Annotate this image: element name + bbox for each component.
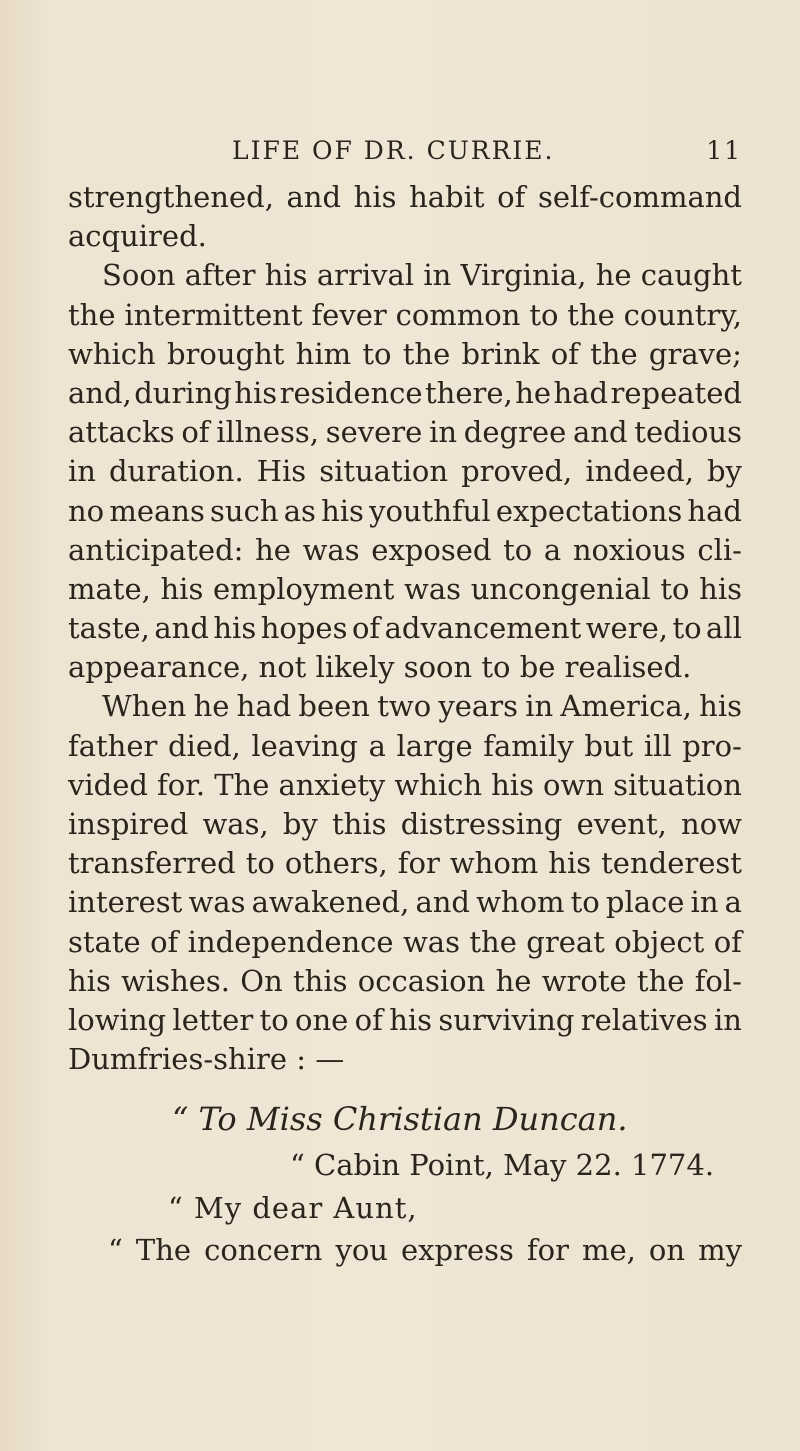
word: country, xyxy=(623,297,742,332)
word: Virginia, xyxy=(460,258,587,293)
word: to xyxy=(245,846,275,881)
word: arrival xyxy=(316,258,415,293)
word: residence xyxy=(279,375,423,410)
word: habit xyxy=(409,180,485,214)
word: years xyxy=(438,689,518,724)
word: this xyxy=(293,963,348,998)
word: severe xyxy=(325,415,423,450)
word: Soon xyxy=(102,258,176,293)
word: On xyxy=(240,963,283,998)
text-line xyxy=(68,962,742,1001)
word: independence xyxy=(187,924,394,959)
word: his xyxy=(68,963,111,998)
word: by xyxy=(706,454,742,489)
text-line xyxy=(68,648,742,687)
word: to xyxy=(529,297,559,332)
word: illness, xyxy=(216,415,319,450)
text-line xyxy=(68,570,742,609)
text-line xyxy=(68,1001,742,1040)
word: one xyxy=(295,1002,349,1037)
word: you xyxy=(335,1233,388,1267)
word: and xyxy=(415,885,470,920)
word: caught xyxy=(640,258,742,293)
word: his xyxy=(264,258,308,293)
word: repeated xyxy=(610,375,742,410)
word: awakened, xyxy=(251,885,410,920)
word: a xyxy=(724,885,742,920)
word: me, xyxy=(582,1233,636,1267)
word: after xyxy=(184,258,256,293)
word: his xyxy=(699,571,742,606)
word: to xyxy=(503,532,533,567)
text-line xyxy=(68,883,742,922)
word: he xyxy=(515,375,552,410)
text-line xyxy=(68,727,742,766)
word: was, xyxy=(202,807,269,841)
word: had xyxy=(236,689,292,724)
word: leaving xyxy=(251,728,359,763)
word: in xyxy=(714,1002,742,1037)
word: cli- xyxy=(697,532,742,567)
word: the xyxy=(68,297,116,332)
word: and, xyxy=(68,375,132,410)
word: which xyxy=(68,336,156,371)
word: The xyxy=(214,767,270,802)
word: during xyxy=(134,375,232,410)
word: he xyxy=(595,258,632,293)
word: others, xyxy=(284,846,388,881)
letter-salutation: “ My dear Aunt, xyxy=(168,1191,418,1225)
word: his xyxy=(548,846,592,881)
word: degree xyxy=(463,415,567,450)
word: concern xyxy=(204,1233,323,1267)
word: mate, xyxy=(68,571,151,606)
word: family xyxy=(483,728,574,763)
word: for xyxy=(526,1233,569,1267)
word: proved, xyxy=(461,454,573,489)
word: exposed xyxy=(371,532,492,567)
word: the xyxy=(567,297,615,332)
word: whom xyxy=(449,846,539,881)
word: of xyxy=(354,1002,383,1037)
word: place xyxy=(605,885,685,920)
text-line xyxy=(68,374,742,413)
word: brought xyxy=(166,336,285,371)
text-line xyxy=(68,531,742,570)
word: such xyxy=(210,493,279,528)
word: to xyxy=(570,885,600,920)
word: inspired xyxy=(68,807,189,841)
running-head-title: LIFE OF DR. CURRIE. xyxy=(232,136,555,165)
word: to xyxy=(660,571,690,606)
word: in xyxy=(525,689,554,724)
word: and xyxy=(573,415,628,450)
letter-addressee: “ To Miss Christian Duncan. xyxy=(172,1100,628,1138)
word: youthful xyxy=(369,493,491,528)
word: transferred xyxy=(68,846,236,881)
word: his xyxy=(321,493,364,528)
word: interest xyxy=(68,885,183,920)
word: of xyxy=(713,924,742,959)
word: When xyxy=(102,689,187,724)
body-text xyxy=(68,178,742,1079)
word: common xyxy=(395,297,521,332)
word: his xyxy=(353,180,397,214)
word: the xyxy=(402,336,451,371)
word: in xyxy=(690,885,719,920)
letter-dateline: “ Cabin Point, May 22. 1774. xyxy=(290,1148,715,1182)
word: tedious xyxy=(634,415,742,450)
word: as xyxy=(283,493,316,528)
letter-opening-line xyxy=(68,1229,742,1271)
word: distressing xyxy=(400,807,563,841)
word: my xyxy=(698,1233,742,1267)
word: his xyxy=(389,1002,433,1037)
word: of xyxy=(550,336,579,371)
word: for. xyxy=(157,767,206,802)
word: employment xyxy=(213,571,395,606)
word: attacks xyxy=(68,415,175,450)
word: taste, xyxy=(68,611,150,646)
word: in xyxy=(423,258,452,293)
page-number: 11 xyxy=(706,136,742,165)
word: great xyxy=(526,924,605,959)
word: his xyxy=(160,571,204,606)
word: his xyxy=(699,689,742,724)
word: he xyxy=(255,532,291,567)
word: his xyxy=(234,375,278,410)
word: relatives xyxy=(580,1002,708,1037)
word: of xyxy=(351,611,381,646)
word: this xyxy=(332,807,387,841)
word: father xyxy=(68,728,158,763)
word: ill xyxy=(643,728,672,763)
word: fol- xyxy=(694,963,742,998)
word: to xyxy=(259,1002,289,1037)
word: grave; xyxy=(648,336,742,371)
word: him xyxy=(295,336,352,371)
word: a xyxy=(368,728,386,763)
word: means xyxy=(109,493,205,528)
word: had xyxy=(687,493,742,528)
text-line xyxy=(68,335,742,374)
word: was xyxy=(188,885,246,920)
word: situation xyxy=(613,767,742,802)
word: pro- xyxy=(682,728,742,763)
word: express xyxy=(401,1233,514,1267)
word: he xyxy=(495,963,532,998)
text-line xyxy=(68,452,742,491)
word: been xyxy=(298,689,370,724)
word: now xyxy=(681,807,742,841)
text-line xyxy=(68,805,742,844)
word: by xyxy=(282,807,318,841)
word: died, xyxy=(167,728,241,763)
word: he xyxy=(193,689,230,724)
word: His xyxy=(256,454,307,489)
word: on xyxy=(648,1233,686,1267)
text-line xyxy=(68,256,742,295)
word: were, xyxy=(585,611,668,646)
word: his xyxy=(491,767,534,802)
text-line xyxy=(68,1040,742,1079)
word: uncongenial xyxy=(470,571,651,606)
word: indeed, xyxy=(585,454,694,489)
text-line xyxy=(68,492,742,531)
word: lowing xyxy=(68,1002,167,1037)
word: noxious xyxy=(572,532,686,567)
word: duration. xyxy=(108,454,244,489)
word: surviving xyxy=(438,1002,575,1037)
text-line xyxy=(68,217,742,256)
word: vided xyxy=(68,767,148,802)
word: anxiety xyxy=(278,767,386,802)
word: of xyxy=(150,924,179,959)
word: situation xyxy=(319,454,449,489)
word: The xyxy=(135,1233,192,1267)
word: two xyxy=(377,689,432,724)
word: in xyxy=(429,415,458,450)
word: and xyxy=(286,180,342,214)
word: of xyxy=(181,415,210,450)
word: there, xyxy=(425,375,513,410)
word: no xyxy=(68,493,105,528)
text-line xyxy=(68,687,742,726)
text-line-content: Dumfries-shire : — xyxy=(68,1042,345,1077)
word: whom xyxy=(476,885,565,920)
word: to xyxy=(362,336,392,371)
word: large xyxy=(396,728,473,763)
word: expectations xyxy=(495,493,683,528)
word: a xyxy=(543,532,562,567)
text-line xyxy=(68,923,742,962)
text-line xyxy=(68,178,742,217)
word: all xyxy=(706,611,742,646)
word: state xyxy=(68,924,141,959)
text-line-content: appearance, not likely soon to be realised. xyxy=(68,650,692,685)
word: object xyxy=(614,924,705,959)
text-line xyxy=(68,609,742,648)
word: fever xyxy=(311,297,387,332)
word: which xyxy=(394,767,483,802)
word: hopes xyxy=(260,611,348,646)
word: was xyxy=(402,924,460,959)
word: event, xyxy=(576,807,667,841)
word: letter xyxy=(172,1002,254,1037)
word: own xyxy=(543,767,605,802)
text-line xyxy=(68,844,742,883)
text-line xyxy=(68,766,742,805)
word: advancement xyxy=(384,611,582,646)
text-line xyxy=(68,413,742,452)
word: for xyxy=(397,846,440,881)
text-line xyxy=(68,296,742,335)
word: “ xyxy=(108,1233,123,1267)
word: the xyxy=(590,336,638,371)
word: strengthened, xyxy=(68,180,274,214)
word: his xyxy=(213,611,257,646)
word: but xyxy=(584,728,634,763)
word: tenderest xyxy=(601,846,742,881)
word: of xyxy=(497,180,526,214)
word: wrote xyxy=(541,963,627,998)
word: occasion xyxy=(357,963,486,998)
word: had xyxy=(553,375,609,410)
word: America, xyxy=(560,689,692,724)
word: wishes. xyxy=(121,963,231,998)
word: was xyxy=(404,571,462,606)
word: the xyxy=(636,963,685,998)
text-line-content: acquired. xyxy=(68,219,207,254)
word: and xyxy=(154,611,209,646)
running-head xyxy=(232,136,742,176)
word: self-command xyxy=(537,180,742,214)
word: anticipated: xyxy=(68,532,244,567)
word: in xyxy=(68,454,96,489)
word: was xyxy=(302,532,360,567)
word: brink xyxy=(461,336,540,371)
letter-block xyxy=(68,1095,742,1271)
word: to xyxy=(672,611,702,646)
word: intermittent xyxy=(124,297,303,332)
word: the xyxy=(469,924,517,959)
